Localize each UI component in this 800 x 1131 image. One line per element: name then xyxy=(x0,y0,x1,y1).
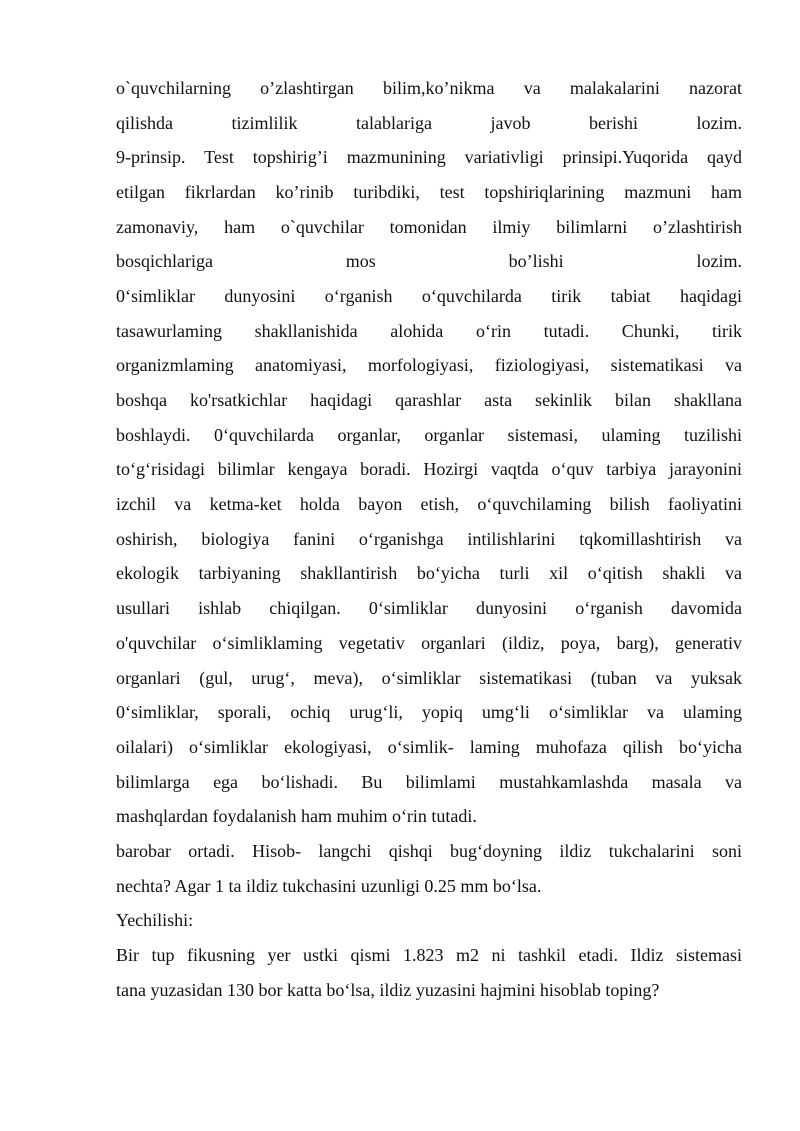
text-line: 9-prinsip. Test topshirig’i mazmunining variativligi prinsipi.Yuqorida qayd xyxy=(116,147,742,167)
text-line: boshlaydi. 0‘quvchilarda organlar, organlar sistemasi, ulaming tuzilishi xyxy=(116,425,742,445)
text-line: 0‘simliklar, sporali, ochiq urug‘li, yopiq umg‘li o‘simliklar va ulaming xyxy=(116,702,742,722)
text-line: ekologik tarbiyaning shakllantirish bo‘yicha turli xil o‘qitish shakli va xyxy=(116,563,742,583)
text-line: etilgan fikrlardan ko’rinib turibdiki, test topshiriqlarining mazmuni ham xyxy=(116,182,742,202)
text-line: Yechilishi: xyxy=(116,910,194,930)
text-line: organizmlaming anatomiyasi, morfologiyasi, fiziologiyasi, sistematikasi va xyxy=(116,355,742,375)
text-line: qilishda tizimlilik talablariga javob berishi lozim. xyxy=(116,113,742,133)
text-line: boshqa ko'rsatkichlar haqidagi qarashlar asta sekinlik bilan shakllana xyxy=(116,390,742,410)
text-line: tasawurlaming shakllanishida alohida o‘rin tutadi. Chunki, tirik xyxy=(116,321,742,341)
text-line: bosqichlariga mos bo’lishi lozim. xyxy=(116,251,742,271)
text-line: usullari ishlab chiqilgan. 0‘simliklar dunyosini o‘rganish davomida xyxy=(116,598,742,618)
text-line: o'quvchilar o‘simliklaming vegetativ organlari (ildiz, poya, barg), generativ xyxy=(116,633,742,653)
text-line: barobar ortadi. Hisob- langchi qishqi bug‘doyning ildiz tukchalarini soni xyxy=(116,841,742,861)
text-line: o`quvchilarning o’zlashtirgan bilim,ko’nikma va malakalarini nazorat xyxy=(116,78,742,98)
text-line: izchil va ketma-ket holda bayon etish, o‘quvchilaming bilish faoliyatini xyxy=(116,494,742,514)
text-line: oilalari) o‘simliklar ekologiyasi, o‘simlik- laming muhofaza qilish bo‘yicha xyxy=(116,737,742,757)
text-line: Bir tup fikusning yer ustki qismi 1.823 m2 ni tashkil etadi. Ildiz sistemasi xyxy=(116,945,742,965)
text-line: to‘g‘risidagi bilimlar kengaya boradi. Hozirgi vaqtda o‘quv tarbiya jarayonini xyxy=(116,459,742,479)
text-line: organlari (gul, urug‘, meva), o‘simliklar sistematikasi (tuban va yuksak xyxy=(116,668,742,688)
text-line: zamonaviy, ham o`quvchilar tomonidan ilmiy bilimlarni o’zlashtirish xyxy=(116,217,742,237)
text-line: 0‘simliklar dunyosini o‘rganish o‘quvchilarda tirik tabiat haqidagi xyxy=(116,286,742,306)
text-line: tana yuzasidan 130 bor katta bo‘lsa, ildiz yuzasini hajmini hisoblab toping? xyxy=(116,980,660,1000)
text-line: bilimlarga ega bo‘lishadi. Bu bilimlami mustahkamlashda masala va xyxy=(116,772,742,792)
text-line: oshirish, biologiya fanini o‘rganishga intilishlarini tqkomillashtirish va xyxy=(116,529,742,549)
text-line: nechta? Agar 1 ta ildiz tukchasini uzunligi 0.25 mm bo‘lsa. xyxy=(116,876,542,896)
text-line: mashqlardan foydalanish ham muhim o‘rin tutadi. xyxy=(116,806,477,826)
